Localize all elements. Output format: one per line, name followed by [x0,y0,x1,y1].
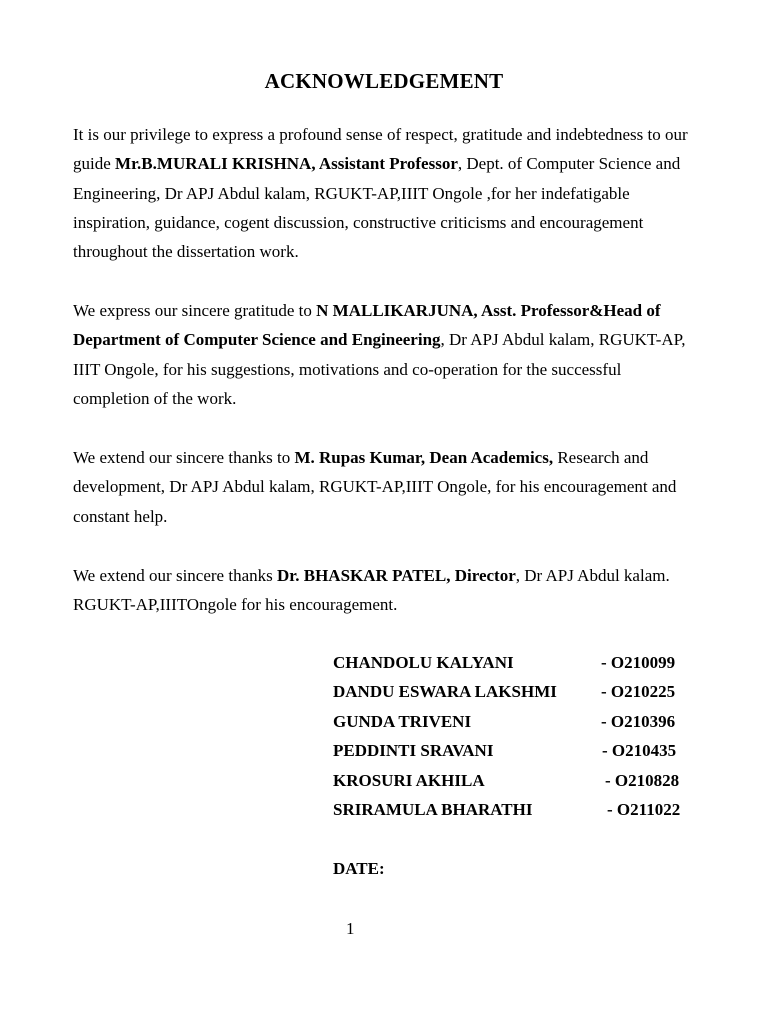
student-row [333,677,713,706]
student-name: DANDU ESWARA LAKSHMI [333,682,557,702]
paragraph-text: It is our privilege to express a profound sense of respect, gratitude and indebtedness to our guide [73,125,688,174]
hod-name: N MALLIKARJUNA, Asst. Professor&Head of Department of Computer Science and Engineering [73,301,661,350]
student-name: CHANDOLU KALYANI [333,653,514,672]
paragraph-director-acknowledgement [73,561,693,620]
student-id: - O210828 [605,770,680,790]
student-row [333,707,713,736]
dean-name: M. Rupas Kumar, Dean Academics, [294,448,554,467]
student-row [333,648,713,677]
student-row [333,736,713,765]
page-number: 1 [346,919,355,938]
student-name: PEDDINTI SRAVANI [333,741,494,761]
student-row [333,766,713,795]
paragraph-dean-acknowledgement [73,443,693,531]
paragraph-text: We extend our sincere thanks to [73,448,295,467]
student-name: KROSURI AKHILA [333,770,485,790]
student-row [333,795,713,824]
student-id: - O211022 [607,799,681,819]
student-id: - O210099 [601,653,676,672]
date-label: DATE: [333,859,385,878]
student-id: - O210396 [601,711,676,731]
paragraph-text: , Dept. of Computer Science and Engineering, Dr APJ Abdul kalam, RGUKT-AP,IIIT Ongole ,for her indefatigable inspiration, guidance, cogent discussion, constructive criticisms and encouragement throughout the dissertation work. [73,154,681,262]
paragraph-hod-acknowledgement [73,296,693,413]
paragraph-text: We express our sincere gratitude to [73,301,317,320]
page-title: ACKNOWLEDGEMENT [264,69,504,93]
paragraph-text: , Dr APJ Abdul kalam, RGUKT-AP, IIIT Ongole, for his suggestions, motivations and co-operation for the successful completion of the work. [73,330,686,408]
paragraph-guide-acknowledgement [73,120,693,266]
student-id: - O210225 [601,682,676,702]
student-list [333,648,713,824]
student-name: GUNDA TRIVENI [333,711,472,731]
paragraph-text: , Dr APJ Abdul kalam. RGUKT-AP,IIITOngole for his encouragement. [73,566,670,615]
guide-name: Mr.B.MURALI KRISHNA, Assistant Professor [115,154,458,174]
director-name: Dr. BHASKAR PATEL, Director [276,566,516,585]
student-name: SRIRAMULA BHARATHI [333,799,533,819]
paragraph-text: Research and development, Dr APJ Abdul kalam, RGUKT-AP,IIIT Ongole, for his encouragement and constant help. [73,448,677,526]
paragraph-text: We extend our sincere thanks [73,566,277,585]
student-id: - O210435 [602,741,677,761]
